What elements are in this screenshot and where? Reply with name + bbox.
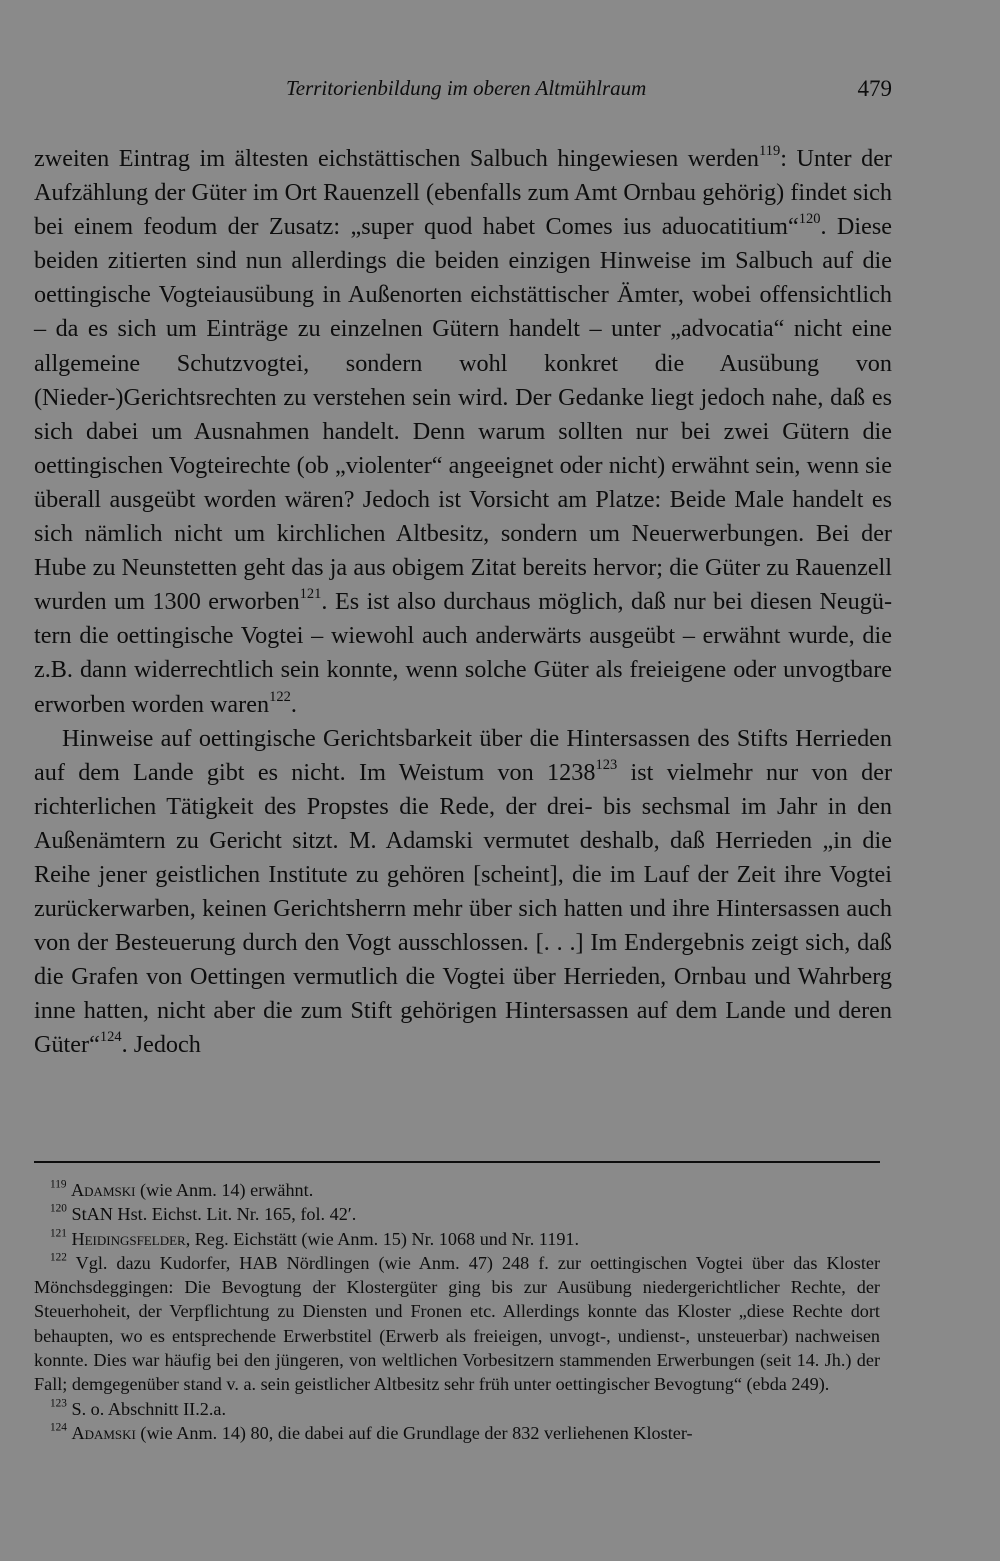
- footnote-ref-124: 124: [99, 1029, 122, 1046]
- footnote-author: Adamski: [71, 1180, 136, 1200]
- text-run: Hinweise auf oettingische Gerichtsbarkeit über die Hintersassen des Stifts Herrieden auf dem Lande gibt es nicht. Im Weistum von 1238: [34, 724, 892, 786]
- footnote-number: 124: [50, 1421, 67, 1434]
- footnote-ref-120: 120: [798, 211, 821, 228]
- text-run: . Diese beiden zitierten sind nun allerdings die beiden einzigen Hinweise im Salbuch auf die oettingische Vogteiausübung in Außenorten eichstättischer Ämter, wobei offensichtlich – da es sich um Einträge zu einzelnen Gütern handelt – unter „advocatia“ nicht eine allgemeine Schutzvogtei, sondern wohl konkret die Ausübung von (Nieder-)Gerichtsrechten zu verstehen sein wird. Der Gedanke liegt jedoch nahe, daß es sich dabei um Ausnahmen handelt. Denn warum sollten nur bei zwei Gütern die oettingischen Vogteirechte (ob „violenter“ angeeignet oder nicht) erwähnt sein, wenn sie überall ausgeübt worden wären? Jedoch ist Vorsicht am Platze: Beide Male handelt es sich nämlich nicht um kirchlichen Altbesitz, sondern um Neuerwerbungen. Bei der Hube zu Neunstetten geht das ja aus obigem Zitat bereits hervor; die Güter zu Rauenzell wurden um 1300 erworben: [34, 213, 892, 616]
- footnote-120: [34, 1202, 880, 1226]
- footnote-number: 120: [50, 1202, 67, 1215]
- footnote-ref-123: 123: [595, 756, 618, 773]
- main-text: [34, 142, 892, 1063]
- footnotes: [34, 1178, 880, 1445]
- footnote-text: Vgl. dazu Kudorfer, HAB Nördlingen (wie Anm. 47) 248 f. zur oettingischen Vogtei über das Kloster Mönchsdeggingen: Die Bevogtung der Klostergüter ging bis zur Ausübung niedergerichtlicher Rechte, der Steuerhoheit, der Verpflichtung zu Diensten und Fronen etc. Allerdings konnte das Kloster „diese Rechte dort behaupten, wo es entsprechende Erwerbstitel (Erwerb als freieigen, unvogt-, undienst-, unsteuerbar) nachweisen konnte. Dies war häufig bei den jüngeren, von weltlichen Vorbesitzern stammenden Erwerbungen (seit 14. Jh.) der Fall; demgegenüber stand v. a. sein geistlicher Altbesitz sehr früh unter oettingischer Bevogtung“ (ebda 249).: [34, 1252, 881, 1395]
- footnote-author: Heidingsfelder: [71, 1228, 186, 1249]
- text-run: : Unter der Aufzählung der Güter im Ort Rauenzell (ebenfalls zum Amt Ornbau gehörig) findet sich bei einem feodum der Zusatz: „super quod habet Comes ius aduocatitium“: [34, 145, 892, 241]
- footnote-122: [34, 1251, 880, 1397]
- footnote-number: 123: [50, 1397, 67, 1410]
- text-run: . Jedoch: [121, 1031, 201, 1059]
- footnote-divider: [34, 1161, 880, 1163]
- footnote-121: [34, 1227, 880, 1251]
- text-run: ist vielmehr nur von der richterlichen Tätigkeit des Propstes die Rede, der drei- bis sechsmal im Jahr in den Außenämtern zu Gericht sitzt. M. Adamski vermutet deshalb, daß Herrieden „in die Reihe jener geistlichen Institute zu gehören [scheint], die im Lauf der Zeit ihre Vogtei zurückerwarben, keinen Gerichtsherrn mehr über sich hatten und ihre Hintersassen auch von der Besteuerung durch den Vogt ausschlossen. [. . .] Im Endergebnis zeigt sich, daß die Grafen von Oettingen vermutlich die Vogtei über Herrieden, Ornbau und Wahrberg inne hatten, nicht aber die zum Stift gehörigen Hintersassen auf dem Lande und deren Güter“: [34, 758, 893, 1059]
- footnote-text: StAN Hst. Eichst. Lit. Nr. 165, fol. 42′.: [71, 1204, 357, 1225]
- footnote-ref-119: 119: [758, 143, 781, 160]
- footnote-text: S. o. Abschnitt II.2.a.: [71, 1398, 227, 1419]
- text-run: .: [290, 690, 297, 718]
- paragraph-1: [34, 142, 892, 722]
- footnote-ref-122: 122: [269, 688, 291, 705]
- text-run: zweiten Eintrag im ältesten eichstättischen Salbuch hingewiesen werden: [34, 145, 759, 172]
- footnote-author: Adamski: [71, 1422, 136, 1443]
- footnote-number: 121: [50, 1227, 67, 1240]
- footnote-text: , Reg. Eichstätt (wie Anm. 15) Nr. 1068 und Nr. 1191.: [185, 1228, 580, 1249]
- text-run: . Es ist also durchaus möglich, daß nur bei diesen Neugütern die oettingische Vogtei – wiewohl auch anderwärts ausgeübt – erwähnt wurde, die z.B. dann widerrechtlich sein konnte, wenn solche Güter als freieigene oder unvogtbare erworben worden waren: [34, 588, 893, 718]
- page-number: 479: [857, 76, 892, 101]
- footnote-number: 119: [50, 1178, 67, 1191]
- footnote-123: [34, 1397, 880, 1421]
- footnote-text: (wie Anm. 14) 80, die dabei auf die Grundlage der 832 verliehenen Kloster-: [135, 1422, 693, 1443]
- running-title: Territorienbildung im oberen Altmühlraum: [286, 76, 647, 100]
- footnote-number: 122: [50, 1251, 67, 1264]
- page-header: [286, 74, 892, 114]
- footnote-119: [34, 1178, 880, 1202]
- paragraph-2: [34, 722, 892, 1063]
- footnote-124: [34, 1421, 880, 1445]
- footnote-ref-121: 121: [299, 586, 322, 603]
- footnote-text: (wie Anm. 14) erwähnt.: [135, 1180, 314, 1200]
